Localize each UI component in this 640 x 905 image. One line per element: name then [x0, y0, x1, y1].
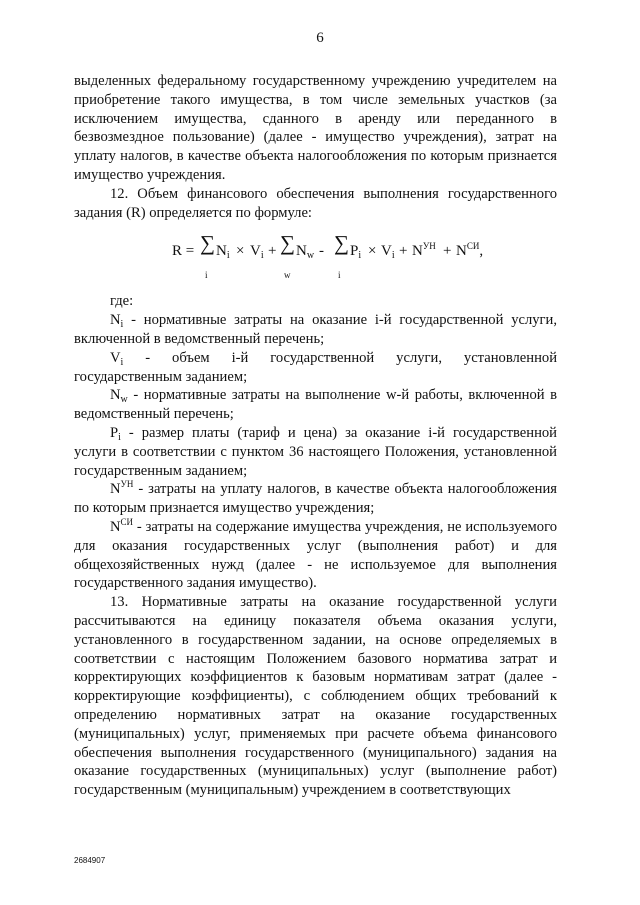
document-id: 2684907 [74, 856, 106, 865]
formula-n-si: $N^{СИ}$, [456, 241, 484, 260]
paragraph-12: 12. Объем финансового обеспечения выполнения государственного задания (R) определяется по формуле: [74, 185, 557, 221]
sigma-symbol-2: ∑ [280, 231, 295, 256]
formula [74, 230, 557, 288]
sum-limit-i-2: i [338, 270, 341, 281]
formula-plus-1: + [268, 243, 277, 260]
sigma-symbol-1: ∑ [200, 231, 215, 256]
paragraph-intro: выделенных федеральному государственному учреждению учредителем на приобретение такого имущества, в том числе земельных участков (за исключением имущества, сданного в аренду или переданного в безвозмездное пользование) (далее - имущество учреждения), затрат на уплату налогов, в качестве объекта налогообложения по которым признается имущество учреждения. [74, 73, 557, 183]
definition-pi: $P_i$ - размер платы (тариф и цена) за оказание i-й государственной услуги в соответствии с пунктом 36 настоящего Положения, установленной государственным заданием; [74, 424, 557, 479]
formula-plus-3: + [443, 243, 452, 260]
page-number: 6 [316, 30, 324, 46]
formula-minus: - [319, 243, 324, 260]
paragraph-13: 13. Нормативные затраты на оказание государственной услуги рассчитываются на единицу показателя объема оказания услуги, установленного в государственном задании, на основе определяемых в соответствии с настоящим Положением базового норматива затрат и корректирующих коэффициентов к базовым нормативам затрат (далее - корректирующие коэффициенты), с соблюдением общих требований к определению нормативных затрат на оказание государственных (муниципальных) услуг, применяемых при расчете объема финансового обеспечения выполнения государственного (муниципального) задания на оказание государственных (муниципальных) услуг (выполнение работ) государственным (муниципальным) учреждением в соответствующих [74, 594, 557, 799]
definition-vi: $V_i$ - объем i-й государственной услуги, установленной государственным заданием; [74, 349, 557, 385]
sigma-symbol-3: ∑ [334, 231, 349, 256]
definition-n-un: $N^{УН}$ - затраты на уплату налогов, в качестве объекта налогообложения по которым признается имущество учреждения; [74, 479, 557, 517]
sum-limit-i-1: i [205, 270, 208, 281]
where-label: где: [110, 293, 134, 310]
definition-nw: $N_w$ - нормативные затраты на выполнение w-й работы, включенной в ведомственный перечень; [74, 387, 557, 423]
formula-vi-2: $V_i$ [381, 243, 395, 262]
formula-ni: $N_i$ [216, 243, 230, 262]
formula-nw: $N_w$ [296, 243, 315, 262]
formula-n-un: $N^{УН}$ [412, 241, 436, 260]
formula-times-2: × [368, 243, 377, 260]
formula-plus-2: + [399, 243, 408, 260]
formula-vi: $V_i$ [250, 243, 264, 262]
sum-limit-w: w [284, 270, 291, 281]
definition-ni: $N_i$ - нормативные затраты на оказание i-й государственной услуги, включенной в ведомственный перечень; [74, 312, 557, 347]
definition-n-si: $N^{СИ}$ - затраты на содержание имущества учреждения, не используемого для оказания государственных услуг (выполнения работ) и для общехозяйственных нужд (далее - не используемое для выполнения государственного задания имущество). [74, 516, 557, 592]
formula-pi: $P_i$ [350, 243, 362, 262]
formula-times-1: × [236, 243, 245, 260]
formula-r-eq: R = [172, 243, 195, 260]
document-body [74, 72, 557, 800]
